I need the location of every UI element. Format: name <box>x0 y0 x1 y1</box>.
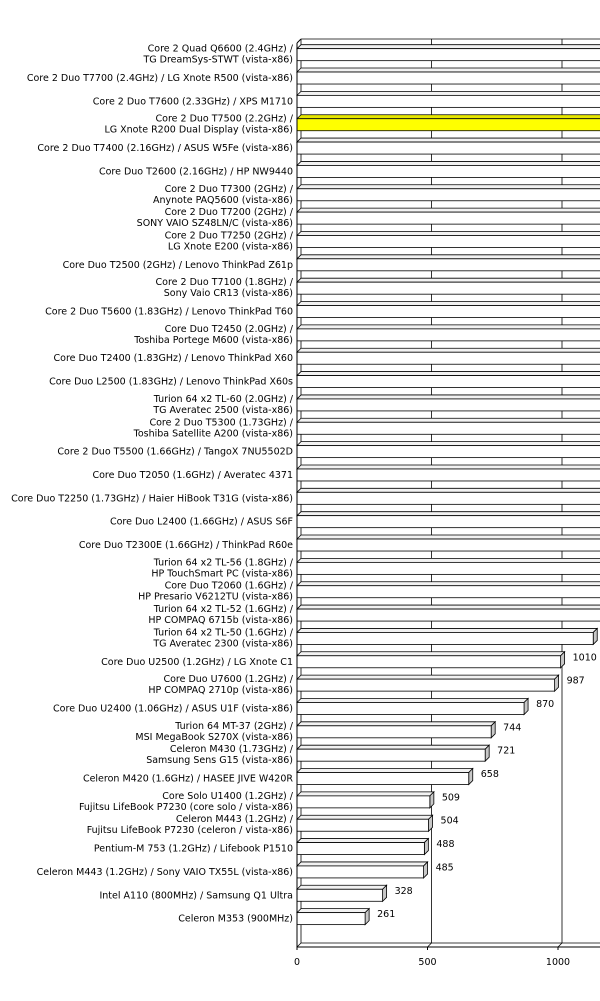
bar-top-face <box>297 68 600 72</box>
bar-front-face <box>297 95 600 107</box>
category-label: Core Duo U2500 (1.2GHz) / LG Xnote C1 <box>101 656 293 668</box>
bar-38 <box>297 909 369 925</box>
bar-top-face <box>297 558 600 562</box>
bar-top-face <box>297 862 428 866</box>
value-label: 328 <box>394 885 413 897</box>
bar-front-face <box>297 165 600 177</box>
bar-top-face <box>297 909 369 913</box>
y-axis-depth <box>297 39 301 43</box>
category-label: Core 2 Quad Q6600 (2.4GHz) / TG DreamSys-STWT (vista-x86) <box>143 43 293 66</box>
category-label: Core Duo U7600 (1.2GHz) / HP COMPAQ 2710p (vista-x86) <box>148 674 293 697</box>
bar-top-face <box>297 442 600 446</box>
bar-front-face <box>297 189 600 201</box>
bar-2 <box>297 68 600 84</box>
bar-5 <box>297 138 600 154</box>
bar-29 <box>297 698 528 714</box>
category-label: Turion 64 x2 TL-50 (1.6GHz) / TG Averatec 2300 (vista-x86) <box>153 627 293 650</box>
bar-25 <box>297 605 600 621</box>
bar-front-face <box>297 632 593 644</box>
bar-front-face <box>297 562 600 574</box>
bar-front-face <box>297 843 424 855</box>
bar-top-face <box>297 348 600 352</box>
bar-front-face <box>297 119 600 131</box>
bar-front-face <box>297 889 383 901</box>
bar-front-face <box>297 796 430 808</box>
x-tick-label: 500 <box>418 957 437 968</box>
value-label: 485 <box>435 862 454 874</box>
bar-24 <box>297 582 600 598</box>
category-label: Core Duo T2250 (1.73GHz) / Haier HiBook T31G (vista-x86) <box>11 493 293 505</box>
bar-top-face <box>297 161 600 165</box>
value-label: 504 <box>440 815 459 827</box>
category-label: Core 2 Duo T7700 (2.4GHz) / LG Xnote R500 (vista-x86) <box>26 73 293 85</box>
bar-top-face <box>297 745 489 749</box>
bar-top-face <box>297 278 600 282</box>
bar-front-face <box>297 726 491 738</box>
category-label: Core Duo T2500 (2GHz) / Lenovo ThinkPad Z61p <box>62 259 293 271</box>
bar-front-face <box>297 282 600 294</box>
category-labels <box>11 44 294 925</box>
bar-top-face <box>297 512 600 516</box>
category-label: Celeron M443 (1.2GHz) / Fujitsu LifeBook P7230 (celeron / vista-x86) <box>86 814 293 837</box>
bar-top-face <box>297 185 600 189</box>
bar-top-face <box>297 255 600 259</box>
bar-top-face <box>297 302 600 306</box>
category-label: Core Duo T2060 (1.6GHz) / HP Presario V6212TU (vista-x86) <box>138 580 293 603</box>
bar-top-face <box>297 722 495 726</box>
bar-6 <box>297 161 600 177</box>
bar-front-face <box>297 422 600 434</box>
bar-front-face <box>297 866 424 878</box>
bar-top-face <box>297 792 434 796</box>
bar-top-face <box>297 675 559 679</box>
value-label: 721 <box>497 745 516 757</box>
bar-37 <box>297 885 387 901</box>
bar-top-face <box>297 488 600 492</box>
bar-13 <box>297 325 600 341</box>
bar-31 <box>297 745 489 761</box>
bar-top-face <box>297 45 600 49</box>
bar-top-face <box>297 815 433 819</box>
bar-top-face <box>297 372 600 376</box>
value-label: 744 <box>503 722 522 734</box>
bar-front-face <box>297 72 600 84</box>
bar-33 <box>297 792 434 808</box>
bar-front-face <box>297 306 600 318</box>
category-label: Turion 64 MT-37 (2GHz) / MSI MegaBook S270X (vista-x86) <box>135 720 293 743</box>
value-label: 509 <box>441 792 460 804</box>
floor-line-500 <box>428 943 432 947</box>
category-label: Core Duo T2600 (2.16GHz) / HP NW9440 <box>98 166 293 178</box>
bar-top-face <box>297 582 600 586</box>
bar-17 <box>297 418 600 434</box>
bar-front-face <box>297 352 600 364</box>
bar-front-face <box>297 329 600 341</box>
bar-front-face <box>297 702 524 714</box>
bar-16 <box>297 395 600 411</box>
bar-34 <box>297 815 433 831</box>
bar-32 <box>297 769 473 785</box>
bar-top-face <box>297 115 600 119</box>
category-label: Core 2 Duo T7400 (2.16GHz) / ASUS W5Fe (vista-x86) <box>37 143 293 155</box>
category-label: Core Duo T2400 (1.83GHz) / Lenovo ThinkPad X60 <box>53 353 293 365</box>
bar-15 <box>297 372 600 388</box>
bar-27 <box>297 652 565 668</box>
bar-front-face <box>297 656 561 668</box>
floor-line-1000 <box>558 943 562 947</box>
bar-top-face <box>297 465 600 469</box>
category-label: Core 2 Duo T5300 (1.73GHz) / Toshiba Satellite A200 (vista-x86) <box>133 417 293 440</box>
bar-top-face <box>297 208 600 212</box>
category-label: Turion 64 x2 TL-52 (1.6GHz) / HP COMPAQ 6715b (vista-x86) <box>148 604 293 627</box>
bar-front-face <box>297 259 600 271</box>
category-label: Core 2 Duo T7600 (2.33GHz) / XPS M1710 <box>92 96 293 108</box>
category-label: Core 2 Duo T7200 (2GHz) / SONY VAIO SZ48LN/C (vista-x86) <box>136 207 293 230</box>
bar-23 <box>297 558 600 574</box>
category-label: Core Solo U1400 (1.2GHz) / Fujitsu LifeBook P7230 (core solo / vista-x86) <box>78 790 293 813</box>
bar-front-face <box>297 819 429 831</box>
bar-12 <box>297 302 600 318</box>
bar-top-face <box>297 652 565 656</box>
bar-1 <box>297 45 600 61</box>
bar-front-face <box>297 492 600 504</box>
category-label: Core Duo L2500 (1.83GHz) / Lenovo ThinkPad X60s <box>49 376 293 388</box>
category-label: Core Duo U2400 (1.06GHz) / ASUS U1F (vista-x86) <box>53 703 293 715</box>
value-label: 1010 <box>572 652 597 664</box>
category-label: Turion 64 x2 TL-56 (1.8GHz) / HP TouchSmart PC (vista-x86) <box>151 557 293 580</box>
bar-top-face <box>297 231 600 235</box>
bar-front-face <box>297 586 600 598</box>
bar-18 <box>297 442 600 458</box>
category-label: Celeron M443 (1.2GHz) / Sony VAIO TX55L (vista-x86) <box>36 866 293 878</box>
bar-21 <box>297 512 600 528</box>
bar-top-face <box>297 839 428 843</box>
bar-front-face <box>297 773 469 785</box>
bar-8 <box>297 208 600 224</box>
bar-top-face <box>297 418 600 422</box>
bar-36 <box>297 862 428 878</box>
bar-top-face <box>297 605 600 609</box>
bar-front-face <box>297 399 600 411</box>
bar-front-face <box>297 913 365 925</box>
category-label: Core 2 Duo T5500 (1.66GHz) / TangoX 7NU5502D <box>57 446 293 458</box>
bar-top-face <box>297 628 597 632</box>
bar-4 <box>297 115 600 131</box>
bar-30 <box>297 722 495 738</box>
category-label: Intel A110 (800MHz) / Samsung Q1 Ultra <box>99 890 293 902</box>
bar-front-face <box>297 376 600 388</box>
bar-front-face <box>297 235 600 247</box>
bar-top-face <box>297 325 600 329</box>
bar-front-face <box>297 49 600 61</box>
bar-front-face <box>297 516 600 528</box>
bar-top-face <box>297 91 600 95</box>
bar-10 <box>297 255 600 271</box>
category-label: Core 2 Duo T7300 (2GHz) / Anynote PAQ5600 (vista-x86) <box>153 183 293 206</box>
value-label: 658 <box>480 769 499 781</box>
category-label: Core Duo T2300E (1.66GHz) / ThinkPad R60e <box>78 540 293 552</box>
bar-28 <box>297 675 559 691</box>
category-label: Core Duo L2400 (1.66GHz) / ASUS S6F <box>109 516 293 528</box>
bar-front-face <box>297 142 600 154</box>
category-label: Turion 64 x2 TL-60 (2.0GHz) / TG Averatec 2500 (vista-x86) <box>153 393 293 416</box>
value-label: 261 <box>377 909 396 921</box>
bar-top-face <box>297 885 387 889</box>
value-label: 488 <box>436 839 455 851</box>
category-label: Celeron M420 (1.6GHz) / HASEE JIVE W420R <box>82 773 293 785</box>
value-label: 987 <box>566 675 585 687</box>
bar-top-face <box>297 535 600 539</box>
bar-14 <box>297 348 600 364</box>
category-label: Celeron M430 (1.73GHz) / Samsung Sens G15 (vista-x86) <box>146 744 293 767</box>
x-tick-label: 0 <box>293 957 301 968</box>
x-tick-label: 1000 <box>545 957 571 968</box>
category-label: Core 2 Duo T7250 (2GHz) / LG Xnote E200 (vista-x86) <box>164 230 293 253</box>
category-label: Pentium-M 753 (1.2GHz) / Lifebook P1510 <box>93 843 293 855</box>
bar-front-face <box>297 212 600 224</box>
bar-front-face <box>297 446 600 458</box>
bar-19 <box>297 465 600 481</box>
category-label: Core Duo T2050 (1.6GHz) / Averatec 4371 <box>92 469 293 481</box>
bar-26 <box>297 628 597 644</box>
category-label: Celeron M353 (900MHz) <box>178 913 293 925</box>
bar-front-face <box>297 679 555 691</box>
bar-front-face <box>297 749 485 761</box>
floor-line-0 <box>297 943 301 947</box>
bar-11 <box>297 278 600 294</box>
bar-top-face <box>297 138 600 142</box>
bar-20 <box>297 488 600 504</box>
category-label: Core 2 Duo T5600 (1.83GHz) / Lenovo ThinkPad T60 <box>45 306 293 318</box>
bar-top-face <box>297 395 600 399</box>
bar-top-face <box>297 698 528 702</box>
x-tick-labels <box>294 957 600 968</box>
category-label: Core 2 Duo T7500 (2.2GHz) / LG Xnote R200 Dual Display (vista-x86) <box>104 113 293 136</box>
category-label: Core Duo T2450 (2.0GHz) / Toshiba Portege M600 (vista-x86) <box>134 323 293 346</box>
bar-22 <box>297 535 600 551</box>
bar-front-face <box>297 469 600 481</box>
bar-7 <box>297 185 600 201</box>
bar-front-face <box>297 539 600 551</box>
bar-front-face <box>297 609 600 621</box>
bar-9 <box>297 231 600 247</box>
category-label: Core 2 Duo T7100 (1.8GHz) / Sony Vaio CR13 (vista-x86) <box>155 277 293 300</box>
bar-top-face <box>297 769 473 773</box>
value-label: 870 <box>536 698 555 710</box>
bar-3 <box>297 91 600 107</box>
bar-35 <box>297 839 428 855</box>
